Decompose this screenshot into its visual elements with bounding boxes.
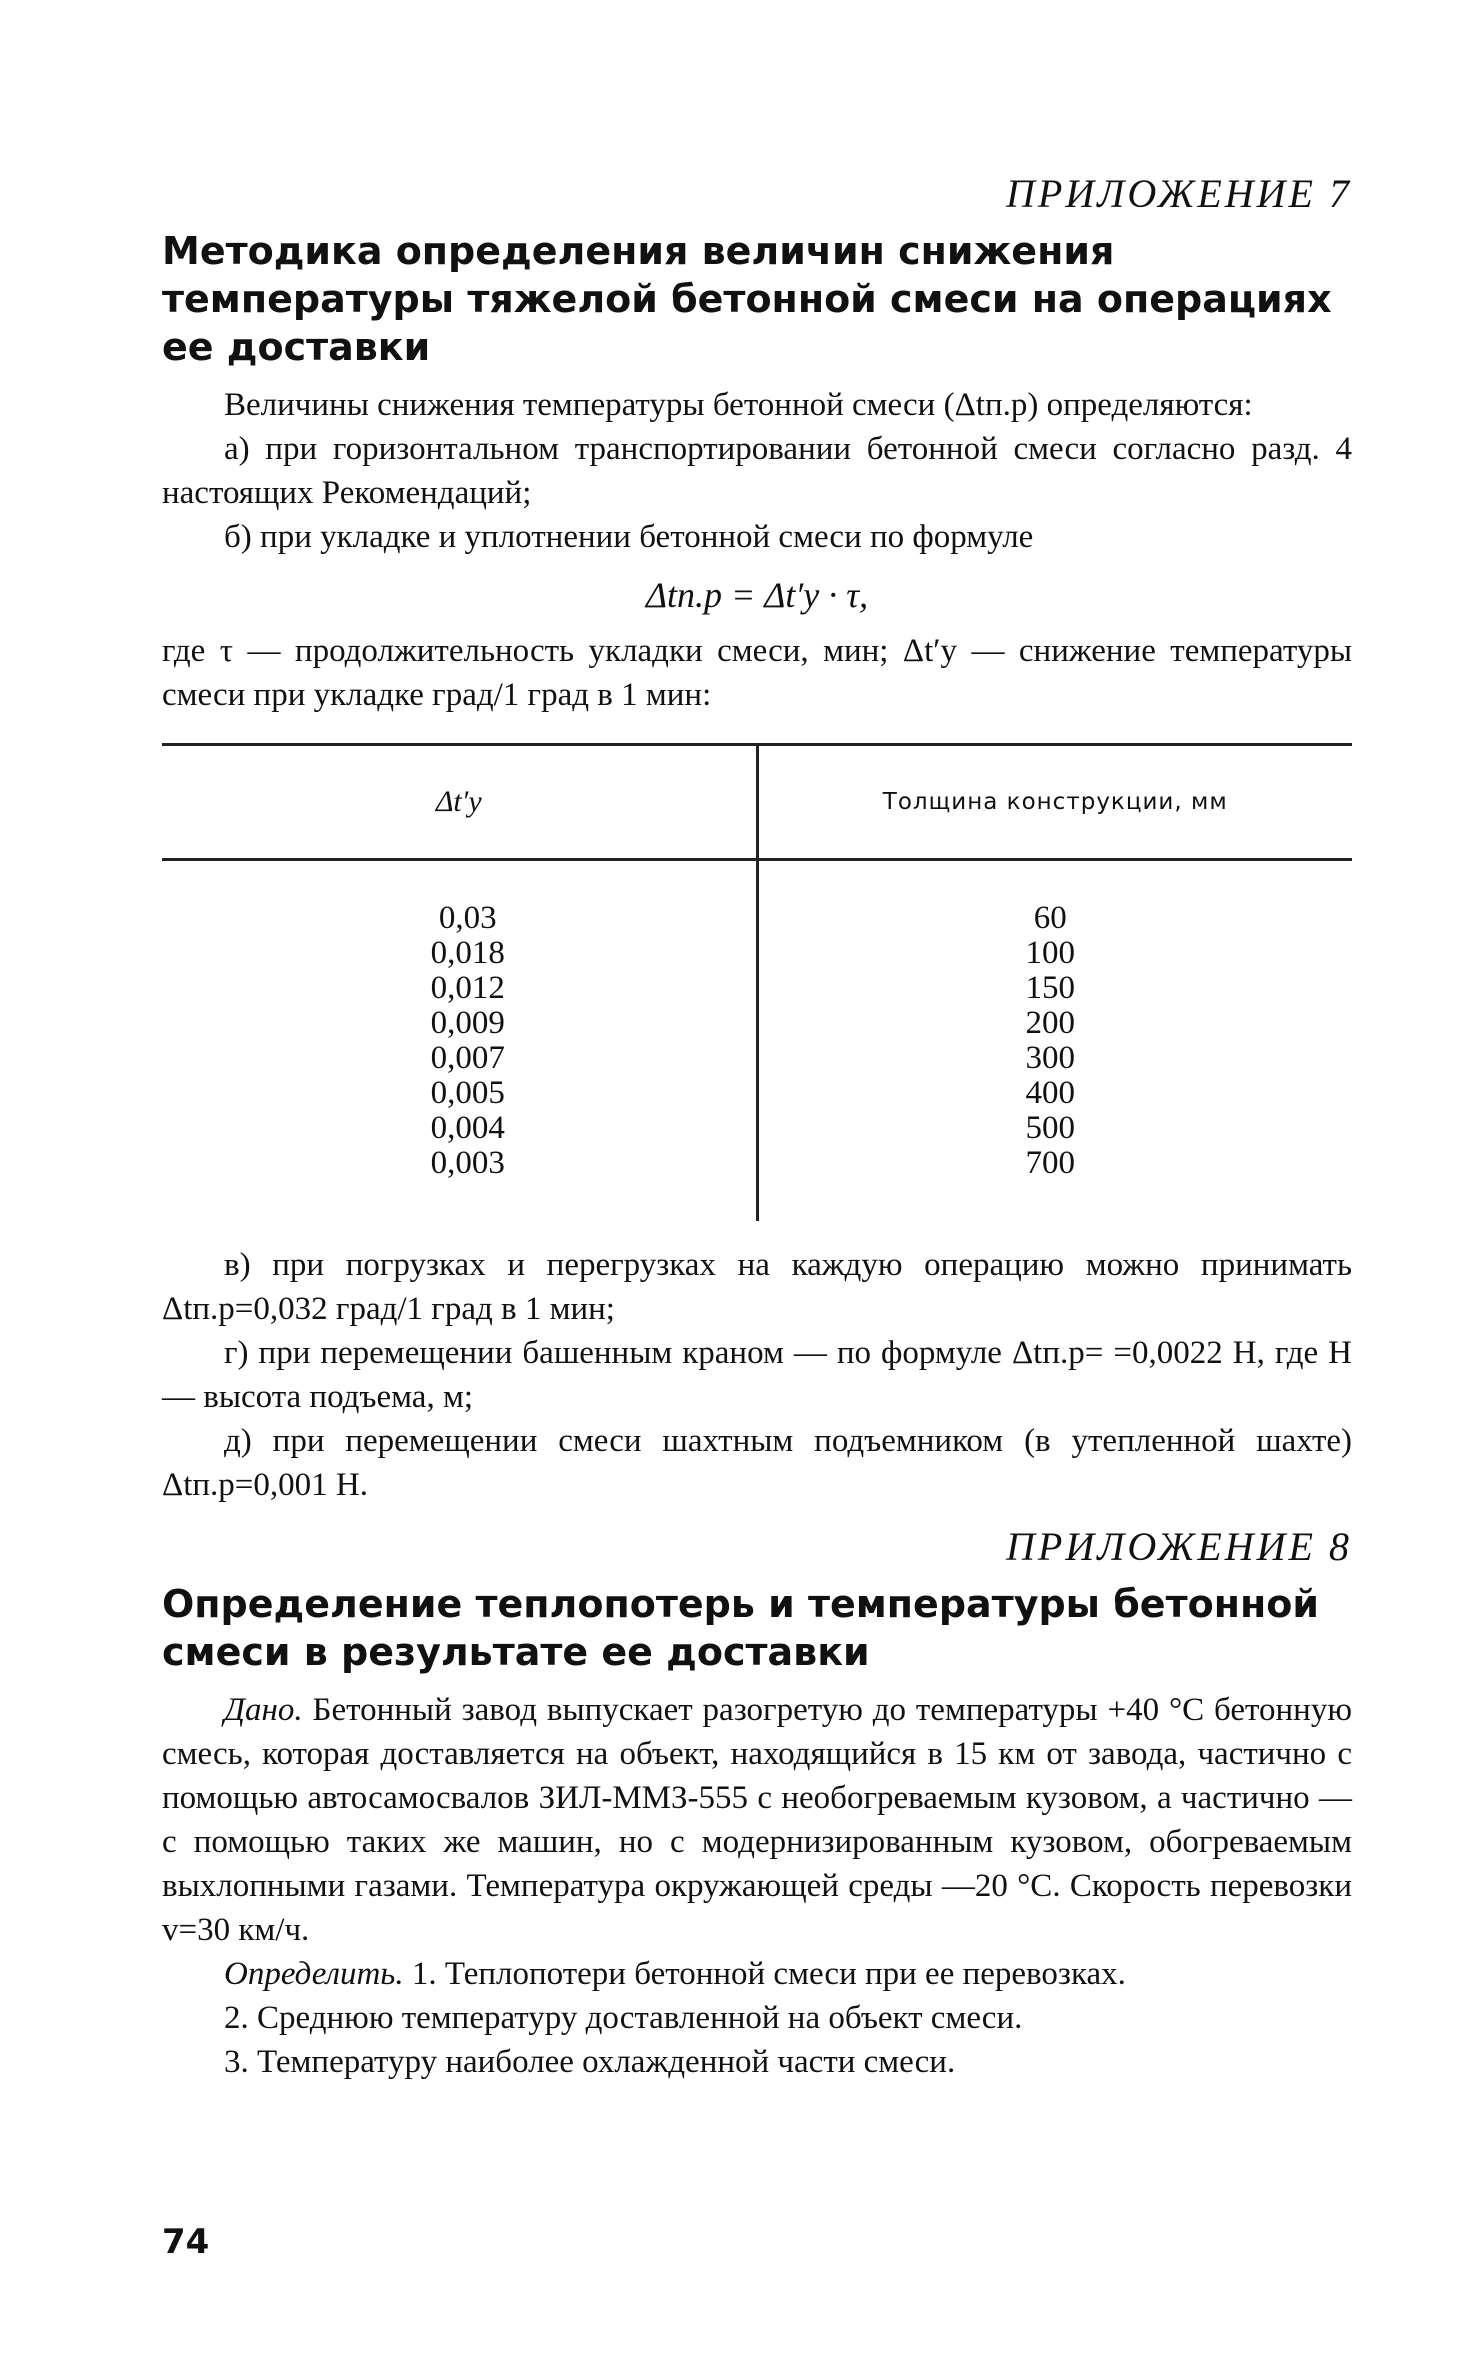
table-cell-dt: 0,03 [162,860,757,937]
table-row [162,1076,1352,1111]
appendix-8-title: Определение теплопотерь и температуры бетонной смеси в результате ее доставки [162,1582,1319,1674]
table-row [162,971,1352,1006]
appendix-7-item-v: в) при погрузках и перегрузках на каждую операцию можно принимать Δtп.р=0,032 град/1 град в 1 мин; [162,1247,1352,1327]
appendix-8-find [162,1952,1352,1996]
table-cell-dt: 0,012 [162,971,757,1006]
table-row [162,936,1352,971]
table-cell-thickness: 60 [1033,900,1067,936]
appendix-7-title: Методика определения величин снижения температуры тяжелой бетонной смеси на операциях ее доставки [162,229,1332,369]
appendix-7-item-a: а) при горизонтальном транспортировании бетонной смеси согласно разд. 4 настоящих Рекомендаций; [162,431,1352,511]
table-cell-thickness: 700 [1025,1145,1075,1181]
appendix-7-item-b: б) при укладке и уплотнении бетонной смеси по формуле [224,519,1034,555]
table-cell-dt: 0,003 [162,1146,757,1221]
page-number: 74 [162,2222,210,2262]
table-cell-dt: 0,005 [162,1076,757,1111]
table-row [162,860,1352,937]
table-cell-thickness: 150 [1025,970,1075,1006]
appendix-7-label: ПРИЛОЖЕНИЕ 7 [1006,171,1352,216]
table-cell-thickness: 100 [1025,935,1075,971]
appendix-8-given [162,1688,1352,1952]
appendix-8-label: ПРИЛОЖЕНИЕ 8 [1006,1524,1352,1569]
page-content [162,170,1352,2084]
find-item-1: 1. Теплопотери бетонной смеси при ее перевозках. [411,1956,1126,1992]
table-cell-dt: 0,007 [162,1041,757,1076]
formula-dt: Δtп.р = Δt′у · τ, [645,575,869,615]
table-row [162,1006,1352,1041]
table-row [162,1111,1352,1146]
table-cell-dt: 0,004 [162,1111,757,1146]
table-cell-thickness: 300 [1025,1040,1075,1076]
given-text: Бетонный завод выпускает разогретую до температуры +40 °С бетонную смесь, которая доставляется на объект, находящийся в 15 км от завода, частично с помощью автосамосвалов ЗИЛ-ММЗ-555 с необогреваемым кузовом, а частично — с помощью таких же машин, но с модернизированным кузовом, обогреваемым выхлопными газами. Температура окружающей среды —20 °С. Скорость перевозки v=30 км/ч. [162,1692,1352,1948]
table-row [162,1041,1352,1076]
table-cell-thickness: 500 [1025,1110,1075,1146]
dt-thickness-table [162,743,1352,1221]
appendix-7-item-g: г) при перемещении башенным краном — по формуле Δtп.р= =0,0022 H, где H — высота подъема, м; [162,1335,1352,1415]
table-header-row [162,745,1352,860]
find-item-2: 2. Среднюю температуру доставленной на объект смеси. [224,2000,1023,2036]
table-row [162,1146,1352,1221]
appendix-7-intro: Величины снижения температуры бетонной смеси (Δtп.р) определяются: [224,387,1253,423]
table-header-thickness: Толщина конструкции, мм [757,745,1352,860]
given-label: Дано. [224,1692,303,1728]
appendix-7-item-d: д) при перемещении смеси шахтным подъемником (в утепленной шахте) Δtп.р=0,001 H. [162,1423,1352,1503]
table-cell-dt: 0,009 [162,1006,757,1041]
appendix-7-where: где τ — продолжительность укладки смеси, мин; Δt′у — снижение температуры смеси при укладке град/1 град в 1 мин: [162,633,1352,713]
table-cell-thickness: 200 [1025,1005,1075,1041]
find-label: Определить. [224,1956,404,1992]
table-header-dt: Δt′у [162,745,757,860]
table-cell-thickness: 400 [1025,1075,1075,1111]
table-cell-dt: 0,018 [162,936,757,971]
find-item-3: 3. Температуру наиболее охлажденной части смеси. [224,2044,956,2080]
